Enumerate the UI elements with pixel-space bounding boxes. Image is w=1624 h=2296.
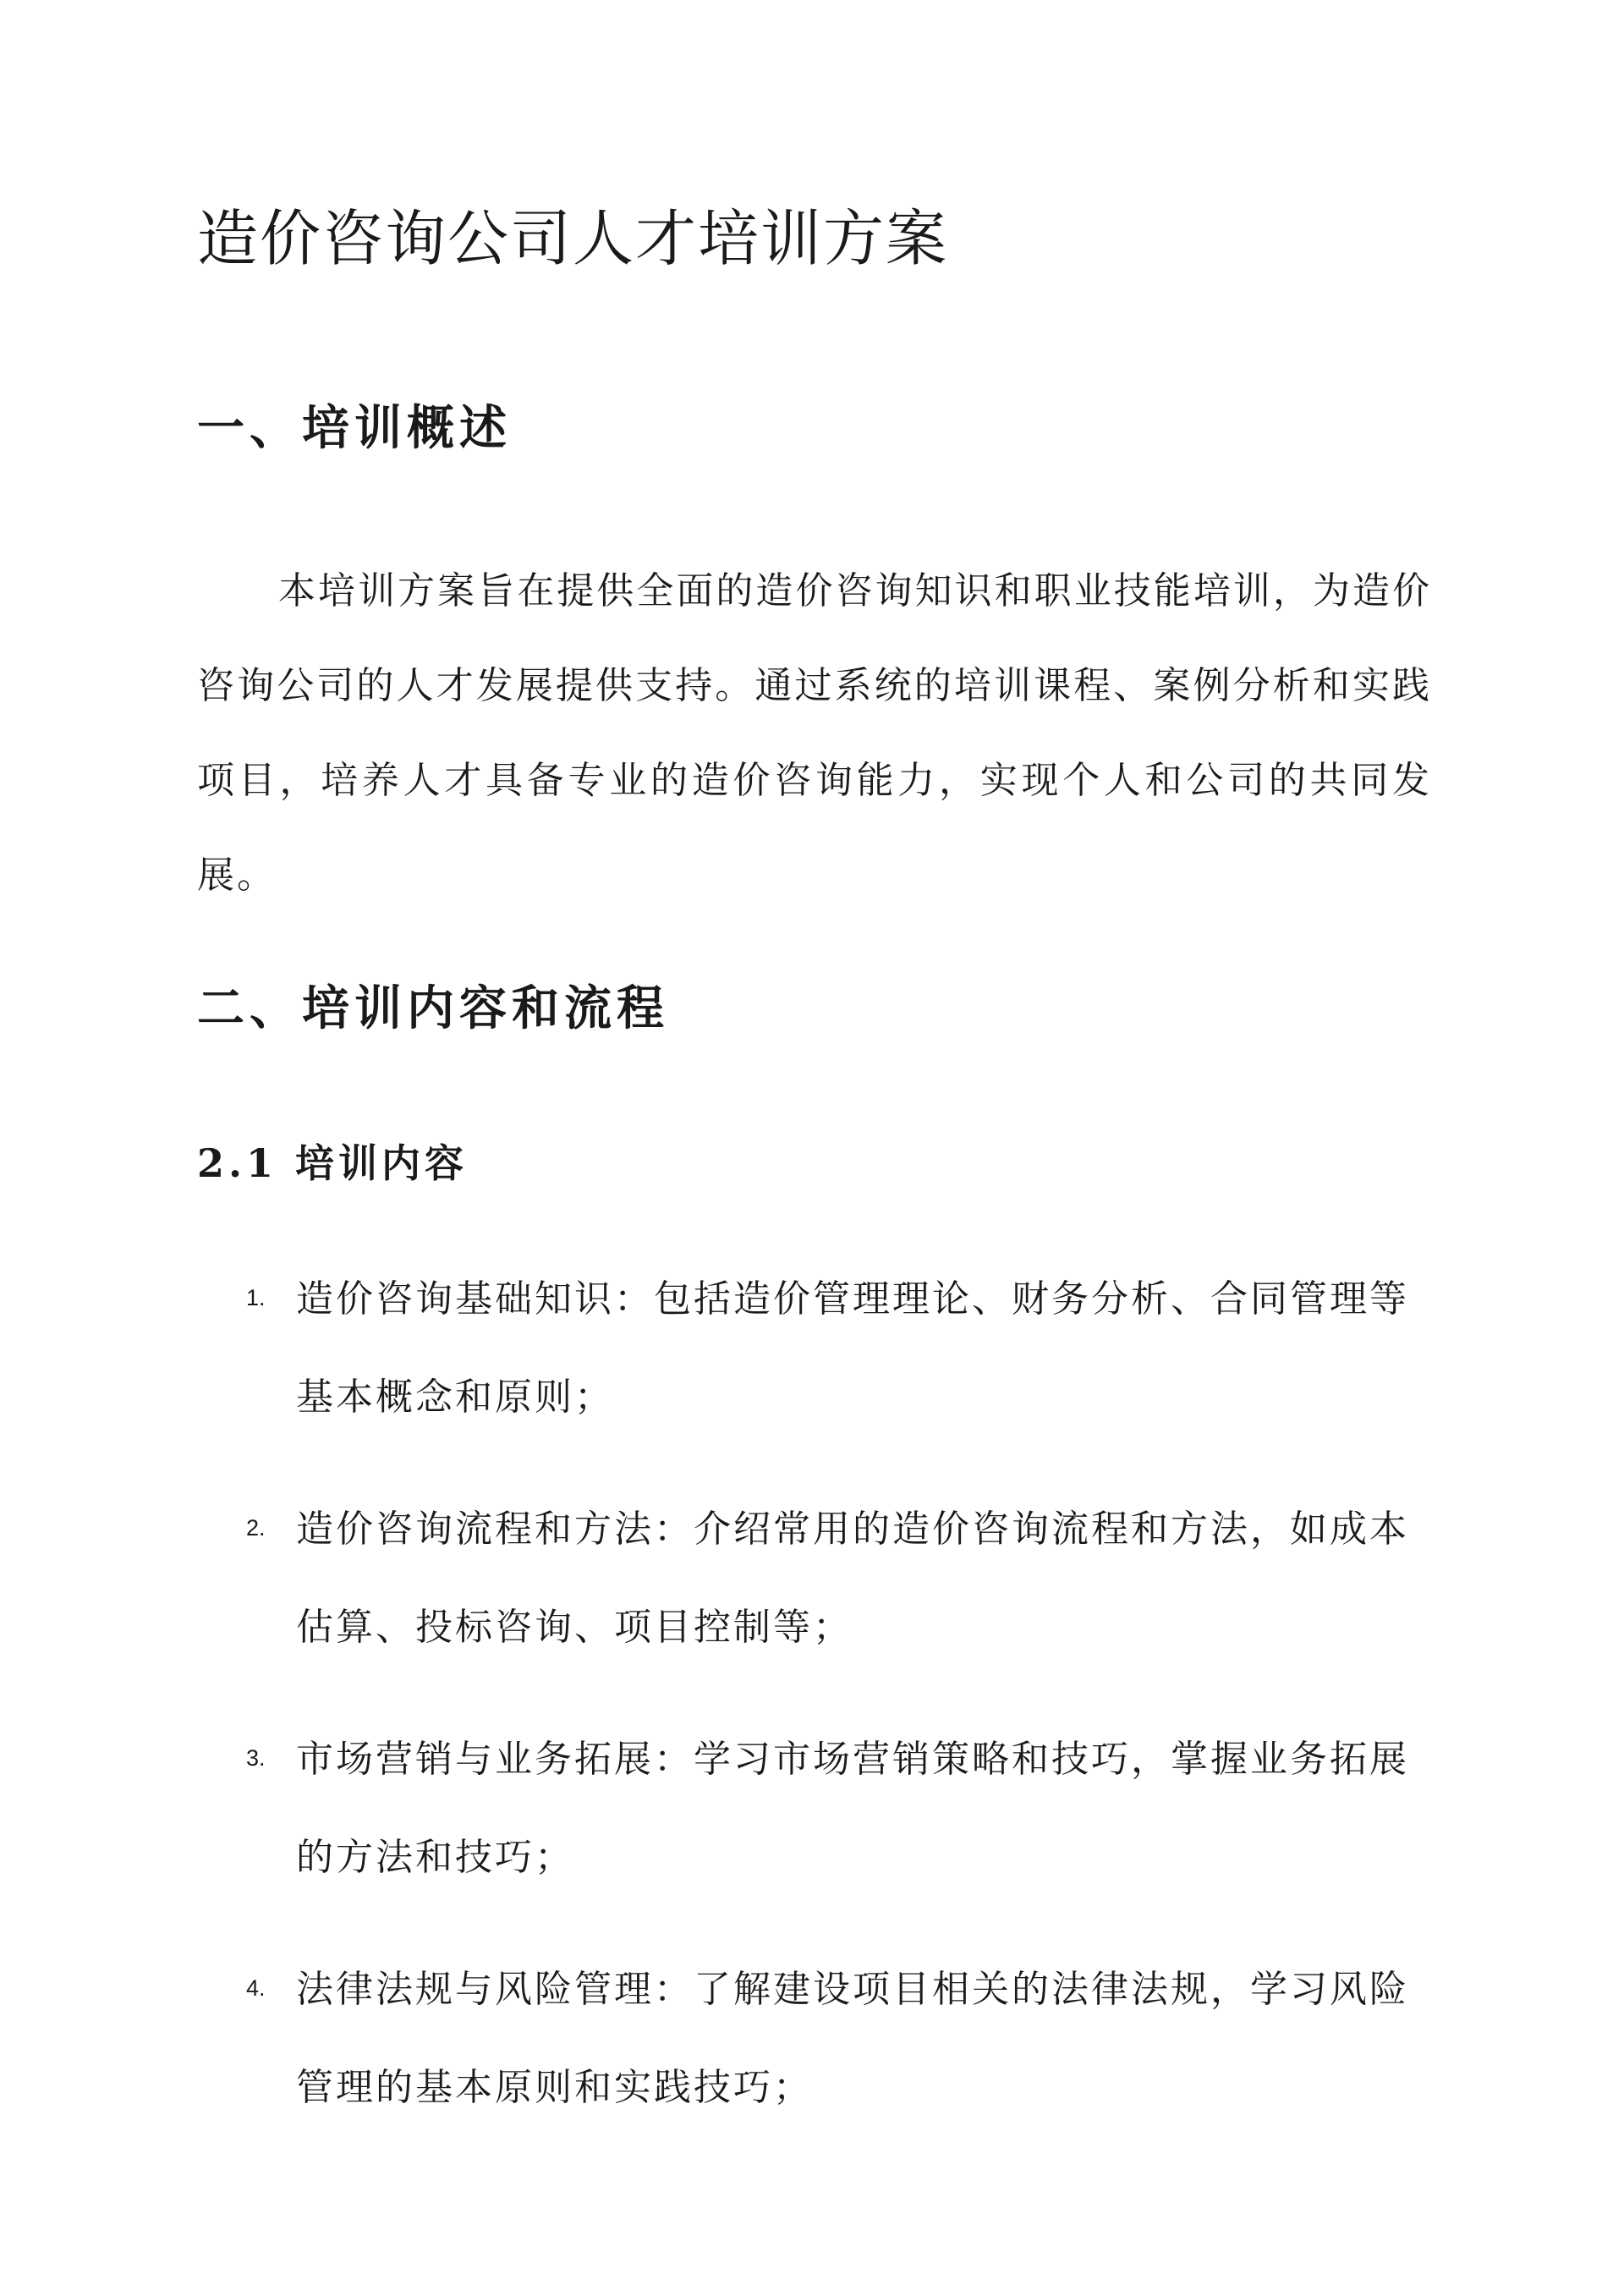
list-item (197, 1941, 1432, 2137)
list-item-number: 2. (246, 1515, 266, 1541)
list-item-text: 造价咨询流程和方法：介绍常用的造价咨询流程和方法，如成本估算、投标咨询、项目控制等； (296, 1508, 1409, 1649)
section-heading-content-process: 二、培训内容和流程 (197, 980, 669, 1036)
list-item-text: 法律法规与风险管理：了解建设项目相关的法律法规，学习风险管理的基本原则和实践技巧； (296, 1968, 1409, 2109)
list-item-number: 3. (246, 1745, 266, 1771)
training-content-list (197, 1250, 1432, 2171)
list-item (197, 1711, 1432, 1907)
list-item-text: 造价咨询基础知识：包括造价管理理论、财务分析、合同管理等基本概念和原则； (296, 1277, 1409, 1419)
list-item (197, 1480, 1432, 1677)
list-item (197, 1250, 1432, 1447)
subsection-heading-content: 2.1 培训内容 (197, 1140, 469, 1186)
list-item-text: 市场营销与业务拓展：学习市场营销策略和技巧，掌握业务拓展的方法和技巧； (296, 1738, 1409, 1879)
overview-paragraph: 本培训方案旨在提供全面的造价咨询知识和职业技能培训，为造价咨询公司的人才发展提供支持。通过系统的培训课程、案例分析和实践项目，培养人才具备专业的造价咨询能力，实现个人和公司的共同发展。 (197, 569, 1432, 897)
list-item-number: 4. (246, 1975, 266, 2001)
section-heading-overview: 一、培训概述 (197, 400, 512, 456)
document-title: 造价咨询公司人才培训方案 (197, 203, 949, 274)
list-item-number: 1. (246, 1285, 266, 1310)
